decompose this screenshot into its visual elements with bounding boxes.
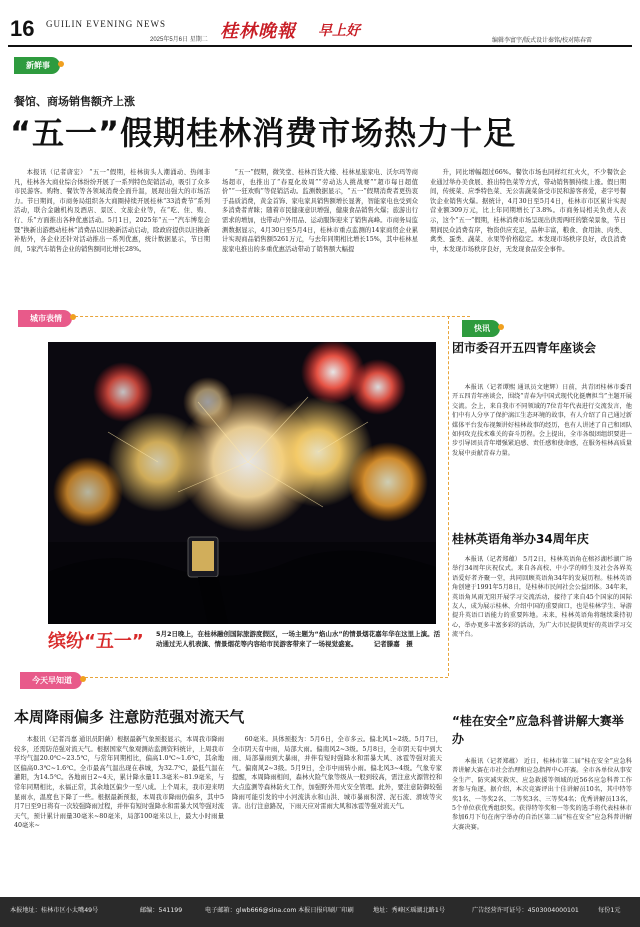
- lead-column-2: [222, 168, 418, 254]
- photo-credit: 记者滕嘉 摄: [373, 640, 413, 648]
- dashed-divider-vertical: [448, 316, 449, 676]
- weather-col2-text: 60毫米。具体预报为：5月6日，全市多云。偏北风1~2级。5月7日，全市阴天有中雨，局部大雨。偏南风2~3级。5月8日，全市阴天有中到大雨、局部暴雨到大暴雨，并伴有短时强降水和雷暴大风、冰雹等强对流天气。偏南风2~3级。5月9日，全市中雨转小雨。偏北风3~4级。气象专家提醒，本周降雨相间，森林火险气象等级从一般到较高，需注意火源管控和大点监测等森林防火工作，加强野外用火安全管理。此外，要注意防御较强降雨可能引发的中小河流洪水和山洪、城市暴雨积涝、泥石流、滑坡等灾害。出行注意路况，下雨天应对雷雨大风和冰雹等强对流天气。: [232, 736, 442, 811]
- quick-title-2: 桂林英语角举办34周年庆: [452, 532, 589, 546]
- quick-body-3-text: 本报讯（记者郑蕴） 近日，桂林市第二届“桂在安全”应急科普讲解大赛在市社会治理和应急指挥中心开赛。全市各单位从事安全生产、防灾减灾救灾、应急救援等领域的近56名应急科普工作者参与角逐。据介绍，本次竞赛评出十佳讲解员10名，其中特等奖1名、一等奖2名、二等奖3名、三等奖4名；优秀讲解员13名，5个单位获优秀组织奖。获得特等奖和一等奖的选手将代表桂林市参加6月下旬在南宁举办的自治区第二届“桂在安全”应急科普讲解大赛决赛。: [452, 758, 632, 831]
- footer-address: 本报地址：桂林市区小太嘴49号: [10, 907, 99, 914]
- header-divider: [8, 45, 632, 47]
- footer-postcode: 邮编：541199: [140, 907, 183, 914]
- masthead: [0, 0, 640, 44]
- footer-price: 每份1元: [598, 907, 621, 914]
- lead-col1-text: 本报讯（记者唐宏） “五一”假期，桂林街头人潮涌动、热闹非凡，桂林各大商业综合体纷纷开展了一系列特色促销活动，吸引了众多市民游客。购物、餐饮等各领域消费全面升温，展现出强大的市场活力。节日期间，市商务局组织各大商圈持续开展桂林“33消费节”系列活动，联合金融机构及酒店、景区、文旅企业等，在“吃、住、购、行、乐”方面推出各种优惠活动。5月1日，2025年“五一”汽车博览会暨“换新出游燃动桂林”消费品以旧换新活动启动，除政府提供以旧换新补贴外，各企业还针对活动推出一系列优惠，统计数据显示，节日期间，5家汽车销售企业的销售额同比增长28%。: [14, 169, 210, 253]
- section-tag-today: 今天早知道: [20, 672, 82, 689]
- lead-column-1: [14, 168, 210, 254]
- footer-email: 电子邮箱：glwb666@sina.com: [205, 907, 297, 914]
- fireworks-illustration: [48, 342, 436, 624]
- section-name: 早上好: [318, 23, 360, 39]
- lead-col2-text: “五一”假期，微笑堂、桂林百货大楼、桂林星旅家电、沃尔玛等商场超市，也推出了“春夏化妆周”“劳动达人挑战赛”“超市每日超值价”“一狂欢购”等促销活动。监测数据显示，“五一”假期消费者更热衷于品质消费，黄金首饰、家电家具销售额增长显著，智能家电也受到众多消费者青睐；随着市民健康意识增强，健康食品销售火爆；旅游出行需求的增加，也带动户外用品、运动服饰迎来了销售高峰。市商务局监测数据显示，4月30日至5月4日，桂林市重点监测的14家商贸企业累计实现商品销售额5261万元，与去年同期相比增长15%，其中桂林星旅家电推出的多重优惠活动带动了销售额大幅提: [222, 169, 418, 253]
- quick-body-2: [452, 555, 632, 640]
- footer-printer: 本报日报印刷厂印刷: [298, 907, 354, 914]
- lead-col3-text: 升，同比增幅超过66%。餐饮市场也同样红红火火，不少餐饮企业通过举办美食展、推出特色菜等方式，带动销售额持续上涨。假日期间，传统菜、应季特色菜、无公害蔬菜备受市民和游客喜爱，老字号餐饮企业销售火爆。据统计，4月30日至5月4日，桂林市市区累计实现营业额309万元，比上年同期增长了3.8%。市商务局相关负责人表示，这个“五一”假期，桂林消费市场呈现出供需两旺的繁荣景象，节日期间民众消费有序，物资供应充足，品种丰富，粮食、食用油、肉类、禽类、蛋类、蔬菜、水果等价格稳定。本发现市场秩序良好，改良消费中，本发现市场秩序良好，无发现食品安全事件。: [430, 169, 626, 253]
- lead-subtitle: 餐馆、商场销售额齐上涨: [14, 95, 135, 108]
- footer-bar: [0, 897, 640, 927]
- footer-license: 广告经营许可证号：4503004000101: [472, 907, 579, 914]
- section-tag-news: 新鲜事: [14, 57, 60, 74]
- footer-print-address: 地址：秀峰区瑶湖北路1号: [373, 907, 445, 914]
- quick-body-1-text: 本报讯（记者谭熙 通讯员文建辉）日前，共青团桂林市委召开五四青年座谈会，围绕“青春为中国式现代化挺膺担当”主题开展交流。会上，来自我市不同领域的7位青年代表进行交流发言，他们中有人分享了保护漓江生态环境的故事，有人介绍了自己通过新媒体平台发布视频讲好桂林故事的经历，也有人讲述了自己和团队如何攻克技术难关的奋斗历程。会上提出，全市各级团组织要进一步引导团员青年增强紧迫感、责任感和使命感，在服务桂林高质量发展中贡献青春力量。: [452, 384, 632, 457]
- photo-caption: [156, 629, 446, 649]
- weather-column-1: [14, 735, 224, 831]
- dashed-divider-bottom: [70, 677, 448, 678]
- quick-title-3: “桂在安全”应急科普讲解大赛举办: [452, 714, 624, 746]
- quick-title-1: 团市委召开五四青年座谈会: [452, 341, 597, 355]
- photo-title: 缤纷“五一”: [48, 631, 144, 652]
- quick-body-2-text: 本报讯（记者郑蕴） 5月2日，桂林英语角在榕衫湖杉湖广场举行34周年庆祝仪式。来自各高校、中小学的师生及社会各界英语爱好者齐聚一堂，共同回顾英语角34年的发展历程。桂林英语角创建于1991年5月8日，是桂林市民间社会公益团体。34年来，英语角风雨无阻开展学习交流活动，接待了来自45个国家的国际友人，成为展示桂林、介绍中国的重要窗口，也是桂林学生、导游提升英语口语能力的重要阵地。未来，桂林英语角将继续秉持初心，举办更多丰富多彩的活动，为广大市民提供更好的英语学习交流平台。: [452, 556, 632, 639]
- weather-col1-text: 本报讯（记者冯嘉 通讯员阳薇）根据最新气象预报显示，本周我市降雨较多，还需防范强对流天气。根据国家气象观测站监测资料统计，上周我市平均气温20.0℃~23.5℃，与常年同期相比，偏高1.0℃~1.6℃，其余地区偏高0.3℃~1.6℃。全市最高气温出现在恭城，为32.7℃，最低气温在灌阳，为14.5℃。各地雨日2~4天，累计降水量11.3毫米~81.9毫米，与常年同期相比，永福正常，其余地区偏少一至八成。上个周末，我市迎来明显雨水，温度也下降了一些。根据最新预报，本周我市降雨仍偏多，其中5月7日至9日将有一次较强降雨过程，并伴有短时强降水和雷暴大风等强对流天气，预计累计雨量30毫米~80毫米，局部100毫米以上，最大小时雨量40毫米~: [14, 736, 224, 830]
- lead-column-3: [430, 168, 626, 254]
- weather-column-2: [232, 735, 442, 812]
- fireworks-photo: [48, 342, 436, 624]
- page-number: 16: [10, 16, 35, 41]
- weather-headline: 本周降雨偏多 注意防范强对流天气: [14, 708, 245, 726]
- quick-body-3: [452, 757, 632, 832]
- section-tag-quick: 快讯: [462, 320, 500, 337]
- section-tag-city: 城市表情: [18, 310, 72, 327]
- paper-name-en: GUILIN EVENING NEWS: [46, 19, 166, 29]
- quick-body-1: [452, 383, 632, 458]
- newspaper-logo: 桂林晚報: [220, 21, 296, 42]
- lead-headline: “五一”假期桂林消费市场热力十足: [10, 114, 517, 152]
- photo-caption-text: 5月2日晚上，在桂林融创国际旅游度假区，一场主题为“焰山水”的情景烟花嘉年华在这里上演。活动通过无人机表演、情景烟花等内容给市民游客带来了一场视觉盛宴。: [156, 630, 441, 648]
- dashed-divider-top: [70, 316, 470, 317]
- editor-credits: 编辑李富宇/版式设计秦铭/校对陈春雷: [492, 37, 593, 44]
- issue-date: 2025年5月6日 星期二: [150, 37, 208, 43]
